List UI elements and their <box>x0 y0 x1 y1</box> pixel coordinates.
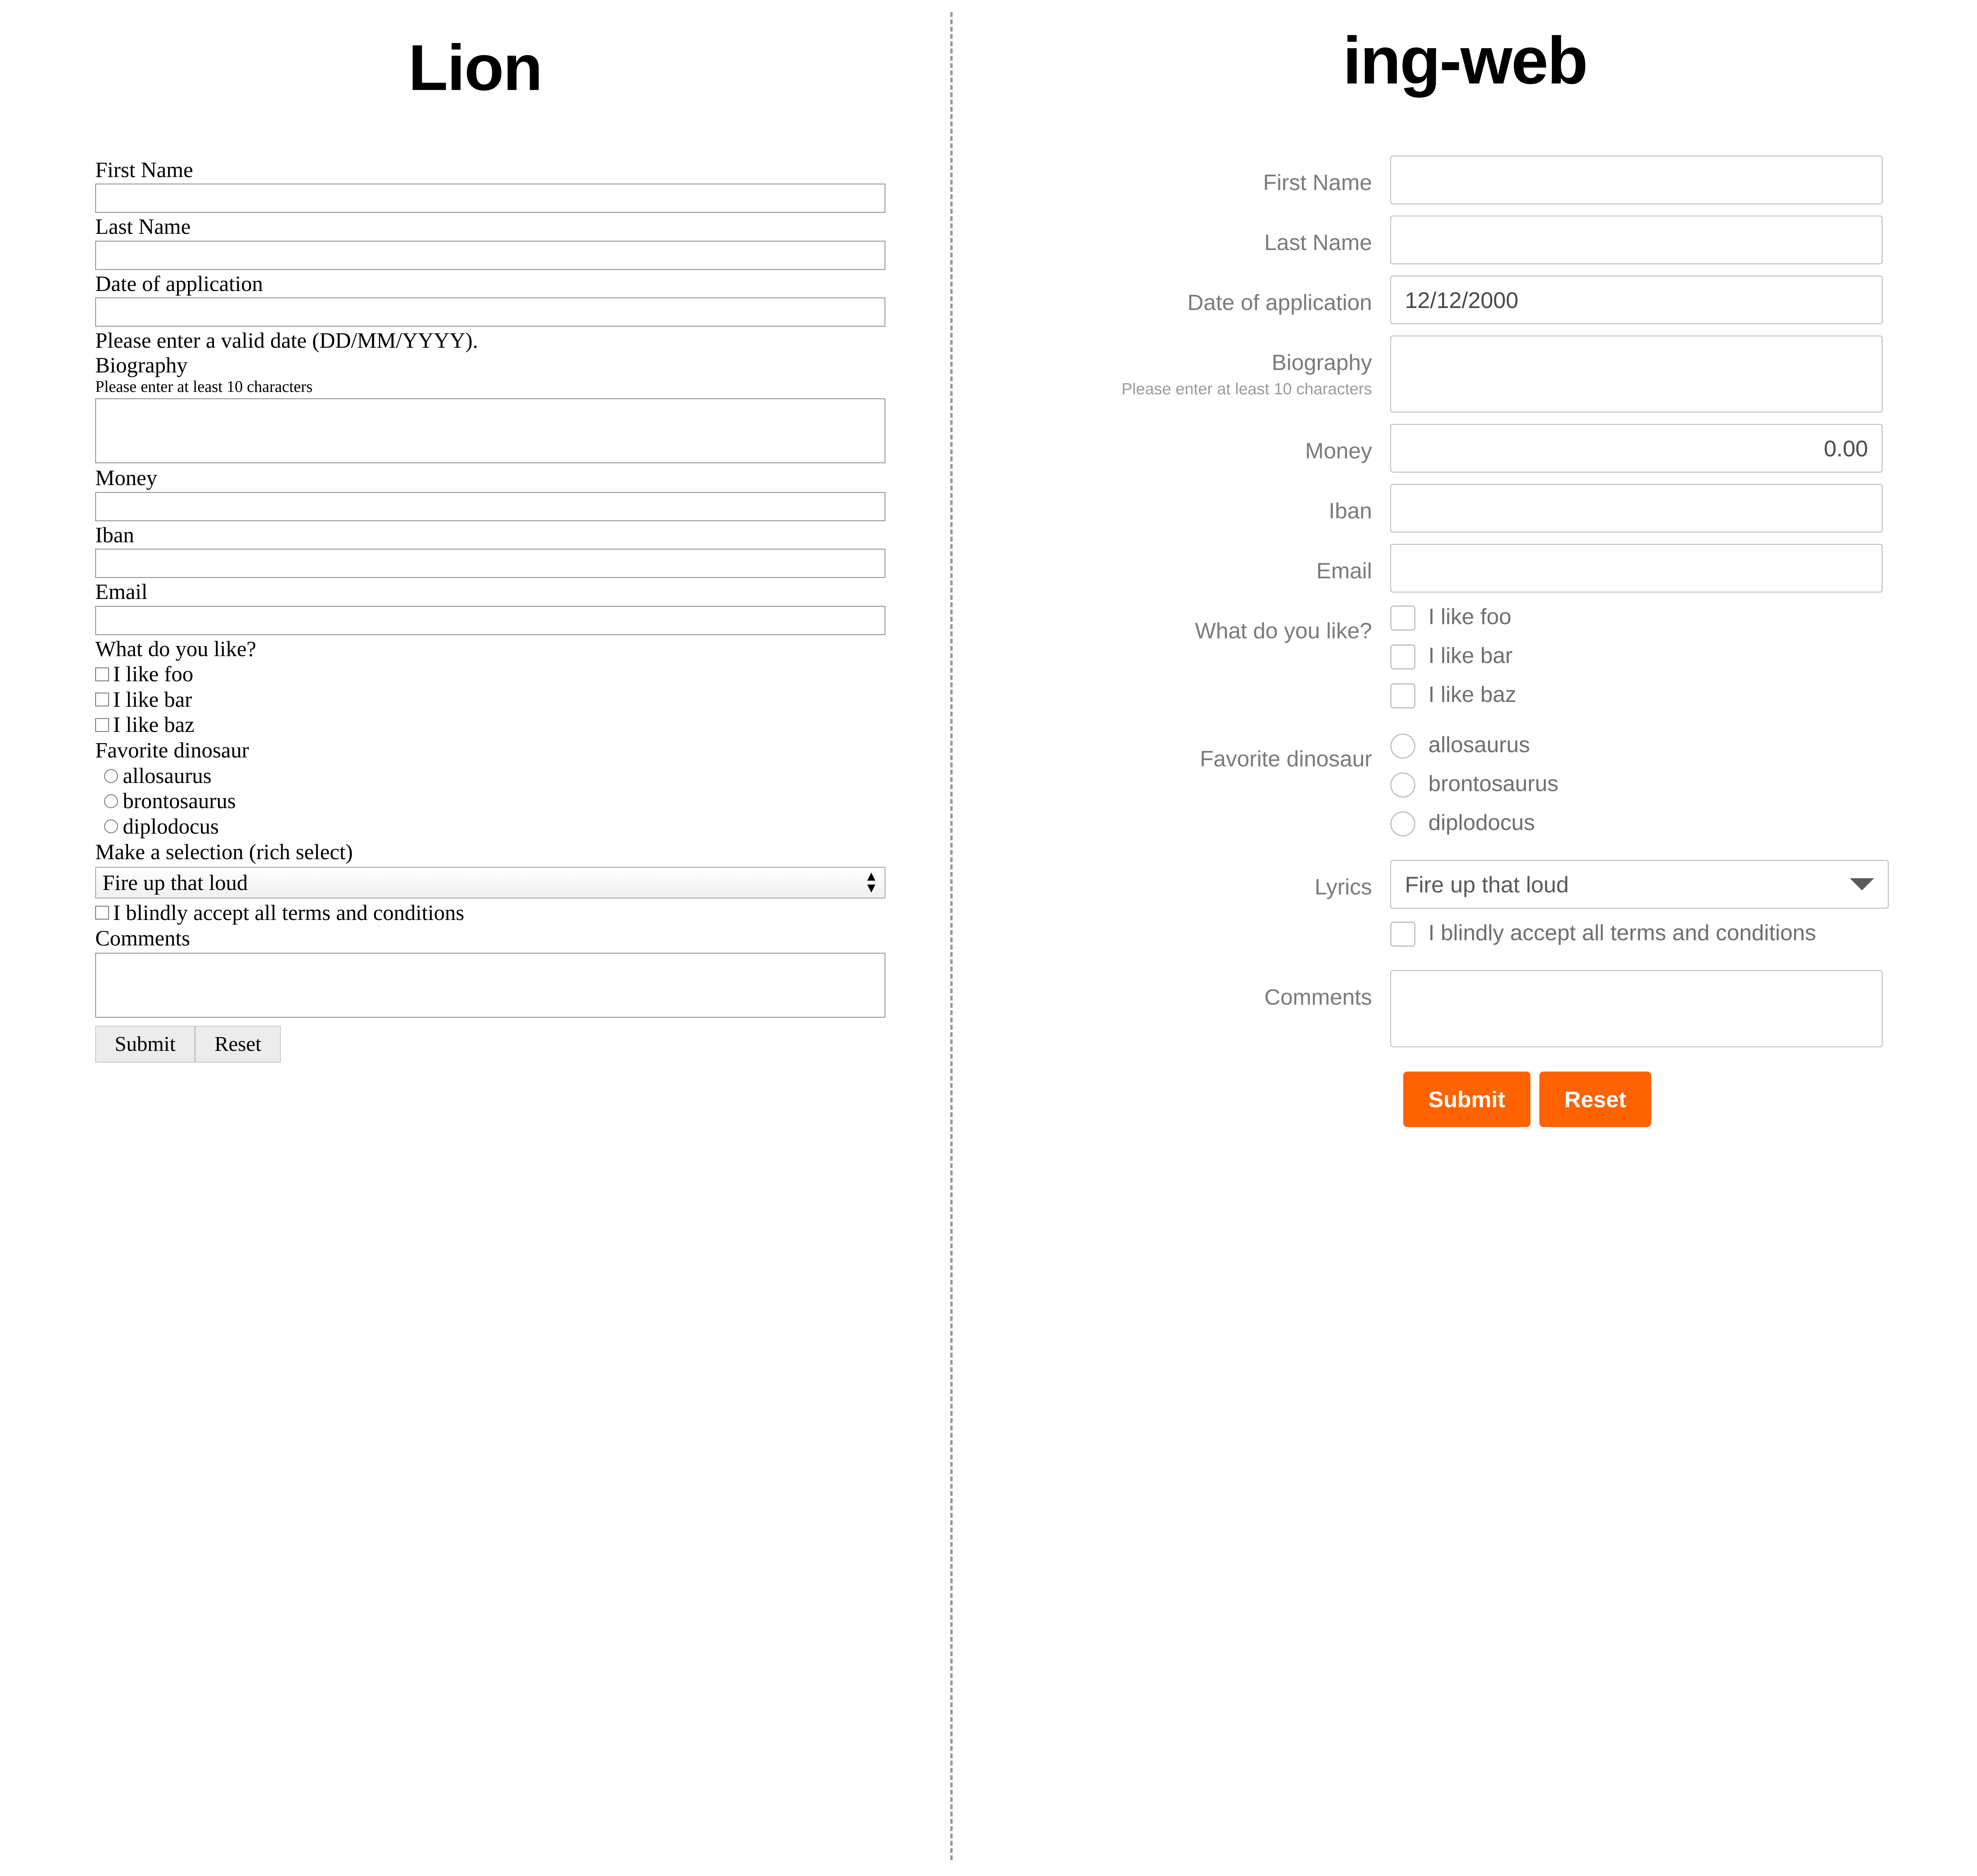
right-date-input[interactable]: 12/12/2000 <box>1390 276 1883 324</box>
right-biography-label-col <box>953 336 1390 398</box>
left-biography-label: Biography <box>95 353 188 377</box>
right-terms-label: I blindly accept all terms and conditions <box>1428 920 1816 945</box>
left-email-label: Email <box>95 580 147 604</box>
left-first-name-label: First Name <box>95 158 193 182</box>
left-date-label: Date of application <box>95 271 263 296</box>
right-checkbox-terms[interactable] <box>1390 920 1889 947</box>
checkbox-icon[interactable] <box>95 718 109 732</box>
right-money-row <box>953 424 1977 473</box>
checkbox-icon[interactable] <box>1390 644 1415 670</box>
left-reset-button[interactable]: Reset <box>195 1026 281 1063</box>
right-radio-diplodocus[interactable] <box>1390 810 1889 836</box>
left-radio-brontosaurus-label: brontosaurus <box>123 789 236 813</box>
left-first-name-input[interactable] <box>95 184 885 213</box>
left-select-value: Fire up that loud <box>103 870 248 895</box>
right-submit-button[interactable]: Submit <box>1403 1072 1530 1127</box>
right-checkbox-bar-label: I like bar <box>1428 643 1513 668</box>
checkbox-icon[interactable] <box>1390 683 1415 708</box>
right-iban-row <box>953 484 1977 533</box>
right-radio-brontosaurus[interactable] <box>1390 771 1889 798</box>
right-last-name-label: Last Name <box>1264 230 1372 255</box>
right-radio-allosaurus-label: allosaurus <box>1428 732 1530 757</box>
left-dinosaur-label: Favorite dinosaur <box>95 738 249 763</box>
right-panel <box>953 0 1977 1876</box>
right-select-row <box>953 860 1977 909</box>
radio-icon[interactable] <box>1390 734 1415 759</box>
left-biography-hint: Please enter at least 10 characters <box>95 377 313 396</box>
right-select-value: Fire up that loud <box>1405 871 1569 897</box>
left-panel-title: Lion <box>408 31 542 104</box>
radio-icon[interactable] <box>1390 811 1415 836</box>
left-checkbox-foo-label: I like foo <box>113 662 193 687</box>
left-select[interactable] <box>95 867 885 898</box>
checkbox-icon[interactable] <box>1390 605 1415 631</box>
right-first-name-input[interactable] <box>1390 156 1883 204</box>
left-checkbox-bar-label: I like bar <box>113 687 192 712</box>
right-checkbox-bar[interactable] <box>1390 643 1889 670</box>
right-email-input[interactable] <box>1390 544 1883 593</box>
right-form <box>953 156 1977 1127</box>
right-terms-row <box>953 920 1977 959</box>
right-terms-label-spacer <box>953 920 1390 934</box>
left-panel <box>0 0 950 1876</box>
left-radio-diplodocus[interactable] <box>95 815 902 839</box>
right-money-input[interactable]: 0.00 <box>1390 424 1883 473</box>
right-checkbox-foo[interactable] <box>1390 604 1889 631</box>
right-iban-input[interactable] <box>1390 484 1883 533</box>
left-checkbox-foo[interactable] <box>95 662 902 686</box>
radio-icon[interactable] <box>104 769 118 783</box>
left-buttons <box>95 1026 902 1063</box>
left-date-input[interactable] <box>95 297 885 327</box>
left-money-label: Money <box>95 466 157 490</box>
left-last-name-label: Last Name <box>95 214 191 239</box>
left-email-input[interactable] <box>95 606 885 635</box>
right-date-label: Date of application <box>1187 290 1372 315</box>
right-biography-row <box>953 336 1977 413</box>
right-panel-title: ing-web <box>1342 23 1587 98</box>
right-likes-label: What do you like? <box>1195 618 1372 643</box>
left-checkbox-terms[interactable] <box>95 901 902 925</box>
right-radio-diplodocus-label: diplodocus <box>1428 810 1535 835</box>
left-comments-label: Comments <box>95 926 190 950</box>
checkbox-icon[interactable] <box>95 906 109 920</box>
right-iban-label: Iban <box>1328 498 1372 523</box>
right-comments-row <box>953 970 1977 1047</box>
right-comments-label: Comments <box>1264 984 1372 1010</box>
right-checkbox-baz-label: I like baz <box>1428 682 1517 707</box>
left-money-input[interactable] <box>95 492 885 521</box>
right-first-name-label: First Name <box>1263 170 1372 195</box>
left-radio-diplodocus-label: diplodocus <box>123 814 219 839</box>
right-last-name-input[interactable] <box>1390 216 1883 264</box>
left-checkbox-baz-label: I like baz <box>113 712 194 737</box>
right-first-name-row <box>953 156 1977 204</box>
checkbox-icon[interactable] <box>95 693 109 706</box>
right-radio-brontosaurus-label: brontosaurus <box>1428 771 1559 796</box>
right-checkbox-foo-label: I like foo <box>1428 604 1511 629</box>
radio-icon[interactable] <box>104 794 118 808</box>
left-date-hint: Please enter a valid date (DD/MM/YYYY). <box>95 328 478 353</box>
right-biography-textarea[interactable] <box>1390 336 1883 413</box>
right-dinosaur-row <box>953 732 1977 849</box>
left-form <box>95 158 902 1063</box>
left-biography-textarea[interactable] <box>95 398 885 463</box>
left-select-label: Make a selection (rich select) <box>95 840 353 864</box>
left-radio-allosaurus-label: allosaurus <box>123 763 212 788</box>
left-submit-button[interactable]: Submit <box>95 1026 195 1063</box>
left-radio-allosaurus[interactable] <box>95 764 902 788</box>
right-dinosaur-label: Favorite dinosaur <box>1200 746 1372 771</box>
right-buttons <box>1403 1072 1977 1127</box>
right-email-row <box>953 544 1977 593</box>
left-terms-label: I blindly accept all terms and conditions <box>113 900 464 925</box>
left-iban-label: Iban <box>95 522 134 547</box>
left-checkbox-bar[interactable] <box>95 688 902 712</box>
checkbox-icon[interactable] <box>95 667 109 681</box>
radio-icon[interactable] <box>104 819 118 833</box>
radio-icon[interactable] <box>1390 772 1415 798</box>
right-money-label: Money <box>1305 438 1372 463</box>
updown-arrows-icon: ▲ ▼ <box>864 868 878 896</box>
right-biography-hint: Please enter at least 10 characters <box>1121 380 1372 398</box>
right-radio-allosaurus[interactable] <box>1390 732 1889 759</box>
left-checkbox-baz[interactable] <box>95 713 902 737</box>
checkbox-icon[interactable] <box>1390 922 1415 947</box>
left-likes-label: What do you like? <box>95 636 256 661</box>
left-comments-textarea[interactable] <box>95 953 885 1018</box>
right-comments-textarea[interactable] <box>1390 970 1883 1047</box>
right-select-label: Lyrics <box>1314 874 1372 899</box>
right-likes-row <box>953 604 1977 721</box>
left-iban-input[interactable] <box>95 549 885 578</box>
right-date-row <box>953 276 1977 324</box>
left-last-name-input[interactable] <box>95 241 885 270</box>
right-biography-label: Biography <box>1272 350 1372 375</box>
right-checkbox-baz[interactable] <box>1390 682 1889 708</box>
right-reset-button[interactable]: Reset <box>1539 1072 1652 1127</box>
chevron-down-icon <box>1850 878 1874 890</box>
right-select[interactable] <box>1390 860 1889 909</box>
left-radio-brontosaurus[interactable] <box>95 789 902 813</box>
right-last-name-row <box>953 216 1977 264</box>
right-email-label: Email <box>1316 558 1372 583</box>
